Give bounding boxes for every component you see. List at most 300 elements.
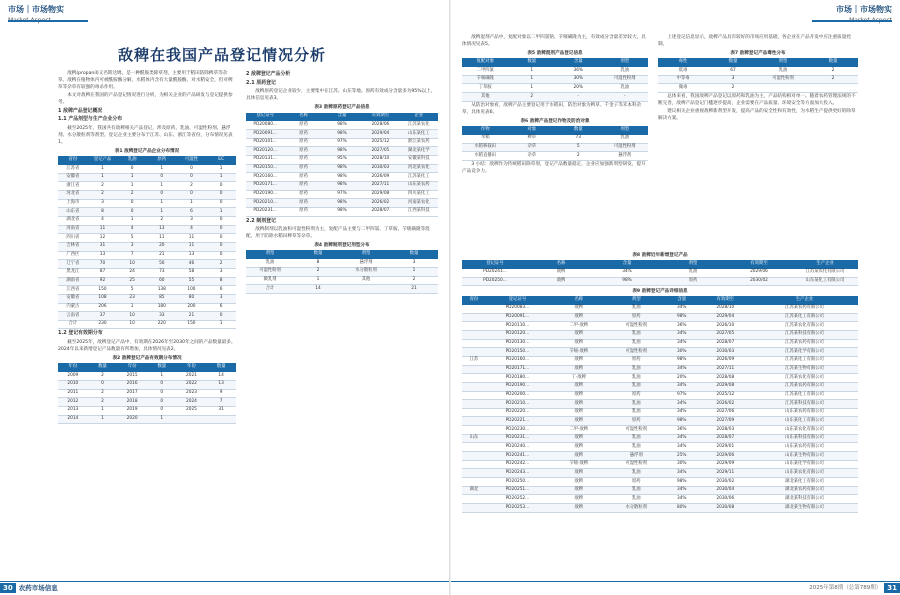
table-cell: 10 bbox=[117, 320, 147, 329]
body-paragraph: 截至2025年，敌稗登记产品中，有效期在2026年至2030年之间的产品数量最多。2024年以来新增登记产品数量有所增加，具体情况见表2。 bbox=[58, 340, 236, 353]
table-cell bbox=[206, 415, 236, 424]
table-cell: 原药 bbox=[660, 277, 726, 286]
table-header-cell: 企业 bbox=[400, 113, 438, 121]
table-row bbox=[58, 320, 236, 329]
table-cell: 江苏某化学有限公司 bbox=[751, 348, 858, 357]
table-cell: 敌稗 bbox=[549, 486, 608, 495]
table-cell: 乳油 bbox=[609, 486, 664, 495]
table-caption: 表2 敌稗登记产品有效期分布情况 bbox=[112, 356, 182, 362]
publication-title: 农药市场信息 bbox=[18, 583, 58, 592]
table-cell: 其他 bbox=[342, 276, 390, 285]
table-cell: 悬浮剂 bbox=[342, 259, 390, 268]
body-paragraph: 建议相关企业重视敌稗新剂型开发，提高产品的安全性和有效性，为水稻生产提供更好的除草解决方案。 bbox=[658, 109, 856, 122]
subsection-heading: 1.1 产品剂型与生产企业分布 bbox=[58, 116, 123, 123]
table-cell: 乳油 bbox=[660, 268, 726, 277]
table-cell bbox=[462, 426, 486, 435]
table-cell: 0 bbox=[206, 312, 236, 321]
table-cell: 21 bbox=[147, 251, 177, 260]
section-title: 市场｜市场物实 bbox=[836, 5, 892, 14]
table-cell: 5 bbox=[117, 234, 147, 243]
table-cell: 0 bbox=[147, 406, 177, 415]
column-1 bbox=[58, 70, 236, 575]
table-cell: 2013 bbox=[58, 406, 88, 415]
section-heading: 1 敌稗产品登记概况 bbox=[58, 107, 103, 114]
table-cell: 安徽省 bbox=[58, 173, 88, 182]
table-cell: 100 bbox=[177, 286, 207, 295]
table-cell: 敌稗 bbox=[549, 469, 608, 478]
table-row bbox=[658, 75, 858, 84]
table-cell: 2030/02 bbox=[700, 478, 751, 487]
table-cell: 安徽省 bbox=[58, 294, 88, 303]
table-cell: 3 bbox=[88, 199, 118, 208]
table-cell: 江西省 bbox=[58, 286, 88, 295]
table-row bbox=[58, 208, 236, 217]
table-cell: 中等毒 bbox=[658, 75, 708, 84]
table-cell: 50 bbox=[147, 260, 177, 269]
new-registrations-block bbox=[462, 250, 858, 284]
article-title: 敌稗在我国产品登记情况分析 bbox=[118, 46, 327, 64]
table-row bbox=[58, 312, 236, 321]
table-cell: 山东某农化有限公司 bbox=[751, 426, 858, 435]
table-row bbox=[246, 199, 438, 208]
table-cell: 2030/06 bbox=[700, 495, 751, 504]
table-row bbox=[246, 138, 438, 147]
table-cell: 敌稗 bbox=[549, 443, 608, 452]
table-cell: 敌稗 bbox=[549, 434, 608, 443]
body-paragraph: 截至2025年，我国共有敌稗相关产品登记，涉及原药、乳油、可湿性粉剂、悬浮剂、水分散粒剂等剂型。登记企业主要分布于江苏、山东、浙江等省份，分布情况见表1。 bbox=[58, 125, 233, 145]
table-row bbox=[462, 460, 858, 469]
table-cell: 98% bbox=[664, 478, 700, 487]
table-cell: 2029/08 bbox=[361, 190, 399, 199]
table-cell: 0 bbox=[206, 190, 236, 199]
table-cell: 2 bbox=[390, 276, 438, 285]
table-cell: PD20253... bbox=[486, 504, 549, 513]
table-cell: 0 bbox=[177, 165, 207, 174]
table-cell: 敌稗 bbox=[549, 408, 608, 417]
table-header-cell: 年份 bbox=[58, 363, 88, 371]
table-cell: 水分散粒剂 bbox=[609, 504, 664, 513]
table-cell: 13 bbox=[147, 225, 177, 234]
table-cell bbox=[462, 339, 486, 348]
table-cell: 山东某农药有限公司 bbox=[751, 443, 858, 452]
table-cell: 乳油 bbox=[602, 84, 649, 93]
table-row bbox=[58, 303, 236, 312]
table-cell: 2030/03 bbox=[361, 164, 399, 173]
table-cell: 92 bbox=[88, 277, 118, 286]
table-row bbox=[58, 277, 236, 286]
table-cell bbox=[462, 330, 486, 339]
table-cell: PD20243... bbox=[486, 469, 549, 478]
table-header-cell: 数量 bbox=[294, 250, 342, 258]
table-row bbox=[58, 199, 236, 208]
table-cell: 34% bbox=[664, 382, 700, 391]
table-cell: 0 bbox=[147, 380, 177, 389]
table-cell: 36% bbox=[664, 426, 700, 435]
table-cell: 敌稗 bbox=[549, 313, 608, 322]
issue-info: 2025年第8期（总第789期） bbox=[809, 584, 882, 591]
table-row bbox=[58, 380, 236, 389]
table-caption: 表8 敌稗近年新增登记产品 bbox=[632, 253, 688, 258]
table-row bbox=[462, 391, 858, 400]
table-cell: 湖北省 bbox=[58, 216, 88, 225]
table-cell: 1 bbox=[206, 208, 236, 217]
table-cell: 原药 bbox=[284, 155, 322, 164]
table-cell: 34% bbox=[664, 365, 700, 374]
table-header-cell: 数量 bbox=[390, 250, 438, 258]
table-cell: 11 bbox=[88, 225, 118, 234]
table-cell: 2 bbox=[808, 67, 858, 76]
table-cell: 2015 bbox=[117, 372, 147, 381]
table-cell: 87 bbox=[88, 268, 118, 277]
table-cell: 5 bbox=[117, 286, 147, 295]
table-cell: 230 bbox=[88, 320, 118, 329]
column-4 bbox=[658, 34, 858, 249]
table-cell: 14 bbox=[206, 372, 236, 381]
table-cell: 乳油 bbox=[602, 67, 649, 76]
table-row bbox=[58, 216, 236, 225]
table-cell bbox=[462, 348, 486, 357]
table-cell: 乳油 bbox=[609, 330, 664, 339]
table-row bbox=[58, 173, 236, 182]
table-cell: 2021 bbox=[177, 372, 207, 381]
table-cell: PD20230... bbox=[486, 426, 549, 435]
table-cell: 0 bbox=[117, 199, 147, 208]
table-cell: PD20190... bbox=[246, 190, 284, 199]
table-cell: 6 bbox=[206, 286, 236, 295]
table-cell: 97% bbox=[323, 138, 361, 147]
table-cell: 敌稗 bbox=[549, 365, 608, 374]
table-cell bbox=[462, 417, 486, 426]
table-cell: 2028/10 bbox=[361, 155, 399, 164]
table-cell: PD20080... bbox=[246, 121, 284, 130]
table-cell bbox=[462, 382, 486, 391]
table-cell bbox=[462, 391, 486, 400]
table-cell: 山东某农化有限公司 bbox=[751, 469, 858, 478]
table-cell: 丁草胺 bbox=[462, 84, 509, 93]
table-cell: 0 bbox=[206, 199, 236, 208]
table-cell: 可湿性粉剂 bbox=[609, 348, 664, 357]
table-row bbox=[246, 181, 438, 190]
table-row bbox=[246, 147, 438, 156]
table-cell: 杂草 bbox=[509, 143, 556, 152]
table-cell: 11 bbox=[177, 234, 207, 243]
table-cell: 8 bbox=[294, 259, 342, 268]
table-validity-distribution bbox=[58, 363, 236, 424]
table-cell: 24 bbox=[117, 268, 147, 277]
table-cell: 江苏某农化 bbox=[400, 121, 438, 130]
table-cell: 原药 bbox=[284, 190, 322, 199]
table-cell: 敌稗 bbox=[549, 356, 608, 365]
table-cell: 25 bbox=[117, 277, 147, 286]
table-cell: 敌稗 bbox=[549, 339, 608, 348]
table-cell: 1 bbox=[147, 415, 177, 424]
table-row bbox=[462, 469, 858, 478]
right-page-header bbox=[836, 4, 892, 26]
table-cell: PD20120... bbox=[486, 330, 549, 339]
subsection-heading: 1.2 登记有效期分布 bbox=[58, 330, 103, 337]
table-cell: 原药 bbox=[609, 417, 664, 426]
table-row bbox=[462, 93, 648, 102]
table-header-cell: 含量 bbox=[594, 260, 660, 268]
table-row bbox=[462, 400, 858, 409]
table-cell: 1 bbox=[147, 182, 177, 191]
table-cell: 2027/11 bbox=[361, 181, 399, 190]
table-cell: 2027/05 bbox=[700, 330, 751, 339]
table-row bbox=[58, 286, 236, 295]
table-cell: 20 bbox=[147, 242, 177, 251]
table-cell: 1 bbox=[147, 372, 177, 381]
table-row bbox=[246, 276, 438, 285]
table-cell: 2019 bbox=[117, 406, 147, 415]
table-cell: 55 bbox=[177, 277, 207, 286]
table-header-cell: 复配对象 bbox=[462, 58, 509, 66]
table-cell: 1 bbox=[88, 415, 118, 424]
table-cell: 可湿性粉剂 bbox=[609, 426, 664, 435]
section-title: 市场｜市场物实 bbox=[8, 5, 64, 14]
table-cell: 2 bbox=[88, 372, 118, 381]
table-cell: 原药 bbox=[609, 356, 664, 365]
body-paragraph: 总体来看，我国敌稗产品登记以原药和乳油为主，产品结构相对单一。随着农药管理法规的不断完善，敌稗产品登记门槛逐步提高，企业需要在产品质量、环境安全等方面加大投入。 bbox=[658, 94, 856, 107]
table-cell: 98% bbox=[323, 121, 361, 130]
table-cell bbox=[462, 495, 486, 504]
table-cell: 乳油 bbox=[609, 382, 664, 391]
table-cell: 2027/09 bbox=[700, 417, 751, 426]
table-cell: 山东某化工 bbox=[400, 130, 438, 139]
table-row bbox=[58, 260, 236, 269]
table-cell: 山东某化工有限公司 bbox=[751, 417, 858, 426]
table-cell: 原药 bbox=[284, 173, 322, 182]
table-cell: 1 bbox=[206, 173, 236, 182]
table-row bbox=[462, 478, 858, 487]
table-row bbox=[246, 173, 438, 182]
table-cell: 220 bbox=[147, 320, 177, 329]
table-cell: 原药 bbox=[284, 130, 322, 139]
table-cell: 1 bbox=[390, 267, 438, 276]
table-cell: 乳油 bbox=[609, 400, 664, 409]
table-cell: 2 bbox=[88, 398, 118, 407]
body-paragraph: 从防治对象看，敌稗产品主要登记用于水稻田，防治对象为稗草、千金子等禾本科杂草，具体见表6。 bbox=[462, 102, 642, 115]
table-cell: 2025 bbox=[177, 406, 207, 415]
table-cell: 江苏某化工有限公司 bbox=[751, 313, 858, 322]
table-row bbox=[58, 225, 236, 234]
table-cell bbox=[462, 460, 486, 469]
table-cell: 乳油 bbox=[609, 495, 664, 504]
table-row bbox=[246, 130, 438, 139]
table-cell: 2026/09 bbox=[700, 356, 751, 365]
table-cell: 180 bbox=[147, 303, 177, 312]
table-cell: 江苏某农药有限公司 bbox=[751, 304, 858, 313]
table-cell: 4 bbox=[88, 216, 118, 225]
table-cell: 0 bbox=[117, 165, 147, 174]
table-cell: 1 bbox=[509, 75, 556, 84]
table-cell: PD20110... bbox=[486, 322, 549, 331]
table-header-cell: 可湿性 bbox=[177, 156, 207, 164]
right-footer bbox=[809, 583, 900, 593]
table-cell: 湖北某科技有限公司 bbox=[751, 495, 858, 504]
table-cell: 3 bbox=[390, 259, 438, 268]
table-cell: 2029/08 bbox=[700, 382, 751, 391]
table-enterprise-distribution bbox=[58, 156, 236, 329]
table-header-cell: 剂型 bbox=[602, 126, 649, 134]
table-cell: 山东某农药 bbox=[400, 181, 438, 190]
table-cell: 微乳剂 bbox=[246, 276, 294, 285]
table-cell: 江苏某农化有限公司 bbox=[792, 268, 858, 277]
table-cell: 0 bbox=[88, 380, 118, 389]
table-cell: 30% bbox=[664, 348, 700, 357]
table-row bbox=[58, 268, 236, 277]
table-formulation-distribution bbox=[246, 250, 438, 293]
table-cell: 2026/10 bbox=[700, 322, 751, 331]
table-cell: 4 bbox=[177, 225, 207, 234]
table-cell: 0 bbox=[206, 225, 236, 234]
table-row bbox=[462, 426, 858, 435]
table-cell: 2028/10 bbox=[700, 304, 751, 313]
table-cell: 水稻 bbox=[462, 134, 509, 143]
table-header-cell: 数量 bbox=[147, 363, 177, 371]
table-cell: PD20242... bbox=[486, 460, 549, 469]
table-caption: 表5 敌稗混剂产品登记信息 bbox=[527, 51, 583, 57]
table-cell: 丁·敌稗 bbox=[549, 374, 608, 383]
table-cell: 9 bbox=[206, 389, 236, 398]
table-cell: 江苏某农药有限公司 bbox=[751, 339, 858, 348]
table-cell: 原药 bbox=[284, 147, 322, 156]
table-header-cell: 剂型 bbox=[758, 58, 808, 66]
table-cell: 7 bbox=[117, 251, 147, 260]
column-2 bbox=[246, 70, 438, 575]
table-row bbox=[462, 84, 648, 93]
table-cell: 浙江省 bbox=[58, 182, 88, 191]
table-row bbox=[462, 339, 858, 348]
table-cell: 原药 bbox=[284, 138, 322, 147]
table-cell: 乳油 bbox=[609, 365, 664, 374]
table-cell: 山东某科技有限公司 bbox=[751, 434, 858, 443]
table-cell: 乳油 bbox=[609, 434, 664, 443]
table-cell: 2011 bbox=[58, 389, 88, 398]
table-cell: 2028/06 bbox=[361, 121, 399, 130]
table-cell: 0 bbox=[147, 173, 177, 182]
table-cell: 67 bbox=[708, 67, 758, 76]
table-cell: 原药 bbox=[609, 313, 664, 322]
table-cell: 江苏某农化有限公司 bbox=[751, 322, 858, 331]
table-header-cell: 作物 bbox=[462, 126, 509, 134]
table-row bbox=[462, 277, 858, 286]
table-cell: 1 bbox=[88, 173, 118, 182]
table-cell: PD20091... bbox=[486, 313, 549, 322]
table-cell: 1 bbox=[177, 199, 207, 208]
table-row bbox=[462, 152, 648, 161]
table-cell: PD20221... bbox=[486, 417, 549, 426]
body-paragraph: 上述登记信息显示，敌稗产品具有较好的市场应用基础，各企业在产品开发中应注重质量控制。 bbox=[658, 35, 851, 48]
table-cell: 98% bbox=[664, 417, 700, 426]
table-cell bbox=[462, 322, 486, 331]
table-cell: 湖北 bbox=[462, 486, 486, 495]
table-cell bbox=[462, 304, 486, 313]
table-header-cell: 生产企业 bbox=[792, 260, 858, 268]
table-cell: 河北省 bbox=[58, 190, 88, 199]
table-row bbox=[462, 268, 858, 277]
table-cell: 0 bbox=[147, 389, 177, 398]
table-cell: 60 bbox=[147, 277, 177, 286]
table-cell: 江苏某化工 bbox=[400, 173, 438, 182]
table-cell: 34% bbox=[664, 495, 700, 504]
table-cell: 辽宁省 bbox=[58, 260, 88, 269]
table-cell: PD20160... bbox=[486, 356, 549, 365]
table-row bbox=[462, 408, 858, 417]
table-cell: 34% bbox=[664, 408, 700, 417]
table-cell: 湖北某化工有限公司 bbox=[751, 478, 858, 487]
table-row bbox=[462, 134, 648, 143]
table-cell: 湖北某生物有限公司 bbox=[751, 504, 858, 513]
table-row bbox=[246, 285, 438, 294]
table-cell: 97% bbox=[664, 391, 700, 400]
table-cell bbox=[462, 478, 486, 487]
table-header-cell: 年份 bbox=[177, 363, 207, 371]
table-cell bbox=[462, 365, 486, 374]
table-row bbox=[462, 365, 858, 374]
table-cell: 河南某农化 bbox=[400, 199, 438, 208]
table-row bbox=[462, 75, 648, 84]
table-cell: 73 bbox=[555, 134, 602, 143]
table-cell: 可湿性粉剂 bbox=[609, 322, 664, 331]
table-cell: 内蒙古 bbox=[58, 303, 88, 312]
table-cell: 原药 bbox=[284, 207, 322, 216]
table-cell: 21 bbox=[390, 285, 438, 294]
table-cell: 0 bbox=[177, 190, 207, 199]
table-header-cell: 含量 bbox=[664, 296, 700, 304]
table-cell: 98% bbox=[323, 164, 361, 173]
table-cell: 2017 bbox=[117, 389, 147, 398]
table-cell: 稗草 bbox=[509, 134, 556, 143]
table-cell bbox=[462, 374, 486, 383]
table-caption: 表9 敌稗登记产品详细信息 bbox=[632, 289, 688, 294]
table-cell bbox=[808, 84, 858, 93]
table-header-cell: 登记证号 bbox=[486, 296, 549, 304]
table-cell: 江苏省 bbox=[58, 165, 88, 174]
table-cell: 广西区 bbox=[58, 251, 88, 260]
table-cell: 80% bbox=[664, 504, 700, 513]
header-rule bbox=[812, 20, 892, 22]
table-cell: 98% bbox=[323, 173, 361, 182]
table-header-cell: 数量 bbox=[555, 126, 602, 134]
table-cell: 73 bbox=[147, 268, 177, 277]
table-cell: 原药 bbox=[284, 121, 322, 130]
intro-paragraph: 敌稗(propanil)又名斯达姆，是一种酰胺类除草剂，主要用于稻田防除稗草等杂草。敌稗在植物体内可被酰胺酶分解，水稻体内含有大量酰胺酶，对水稻安全，但对稗草等杂草有较强的毒杀作用。 bbox=[58, 71, 233, 91]
table-header-cell: 剂型 bbox=[660, 260, 726, 268]
table-cell: 2029/06 bbox=[726, 268, 792, 277]
table-cell: 2014 bbox=[58, 415, 88, 424]
table-cell: 1 bbox=[509, 84, 556, 93]
table-cell: 2029/09 bbox=[700, 460, 751, 469]
table-cell: PD20160... bbox=[246, 173, 284, 182]
table-caption: 表7 敌稗登记产品毒性分布 bbox=[730, 51, 786, 57]
table-cell: 34% bbox=[664, 469, 700, 478]
table-header-cell: 名称 bbox=[528, 260, 594, 268]
table-row bbox=[462, 143, 648, 152]
table-row bbox=[58, 190, 236, 199]
table-row bbox=[58, 389, 236, 398]
intro-paragraph: 本文对敌稗在我国的产品登记情况进行分析，为相关企业的产品研发与登记提供参考。 bbox=[58, 93, 233, 106]
table-cell: 13 bbox=[206, 380, 236, 389]
table-cell: 江苏某化工有限公司 bbox=[751, 356, 858, 365]
table-header-cell: 名称 bbox=[549, 296, 608, 304]
table-header-cell: 有效期至 bbox=[726, 260, 792, 268]
table-cell: 苄嘧·敌稗 bbox=[549, 460, 608, 469]
subsection-heading: 2.2 制剂登记 bbox=[246, 217, 276, 224]
table-cell: 85 bbox=[147, 294, 177, 303]
table-cell: 悬浮剂 bbox=[609, 452, 664, 461]
table-cell: 1 bbox=[117, 182, 147, 191]
table-row bbox=[462, 330, 858, 339]
